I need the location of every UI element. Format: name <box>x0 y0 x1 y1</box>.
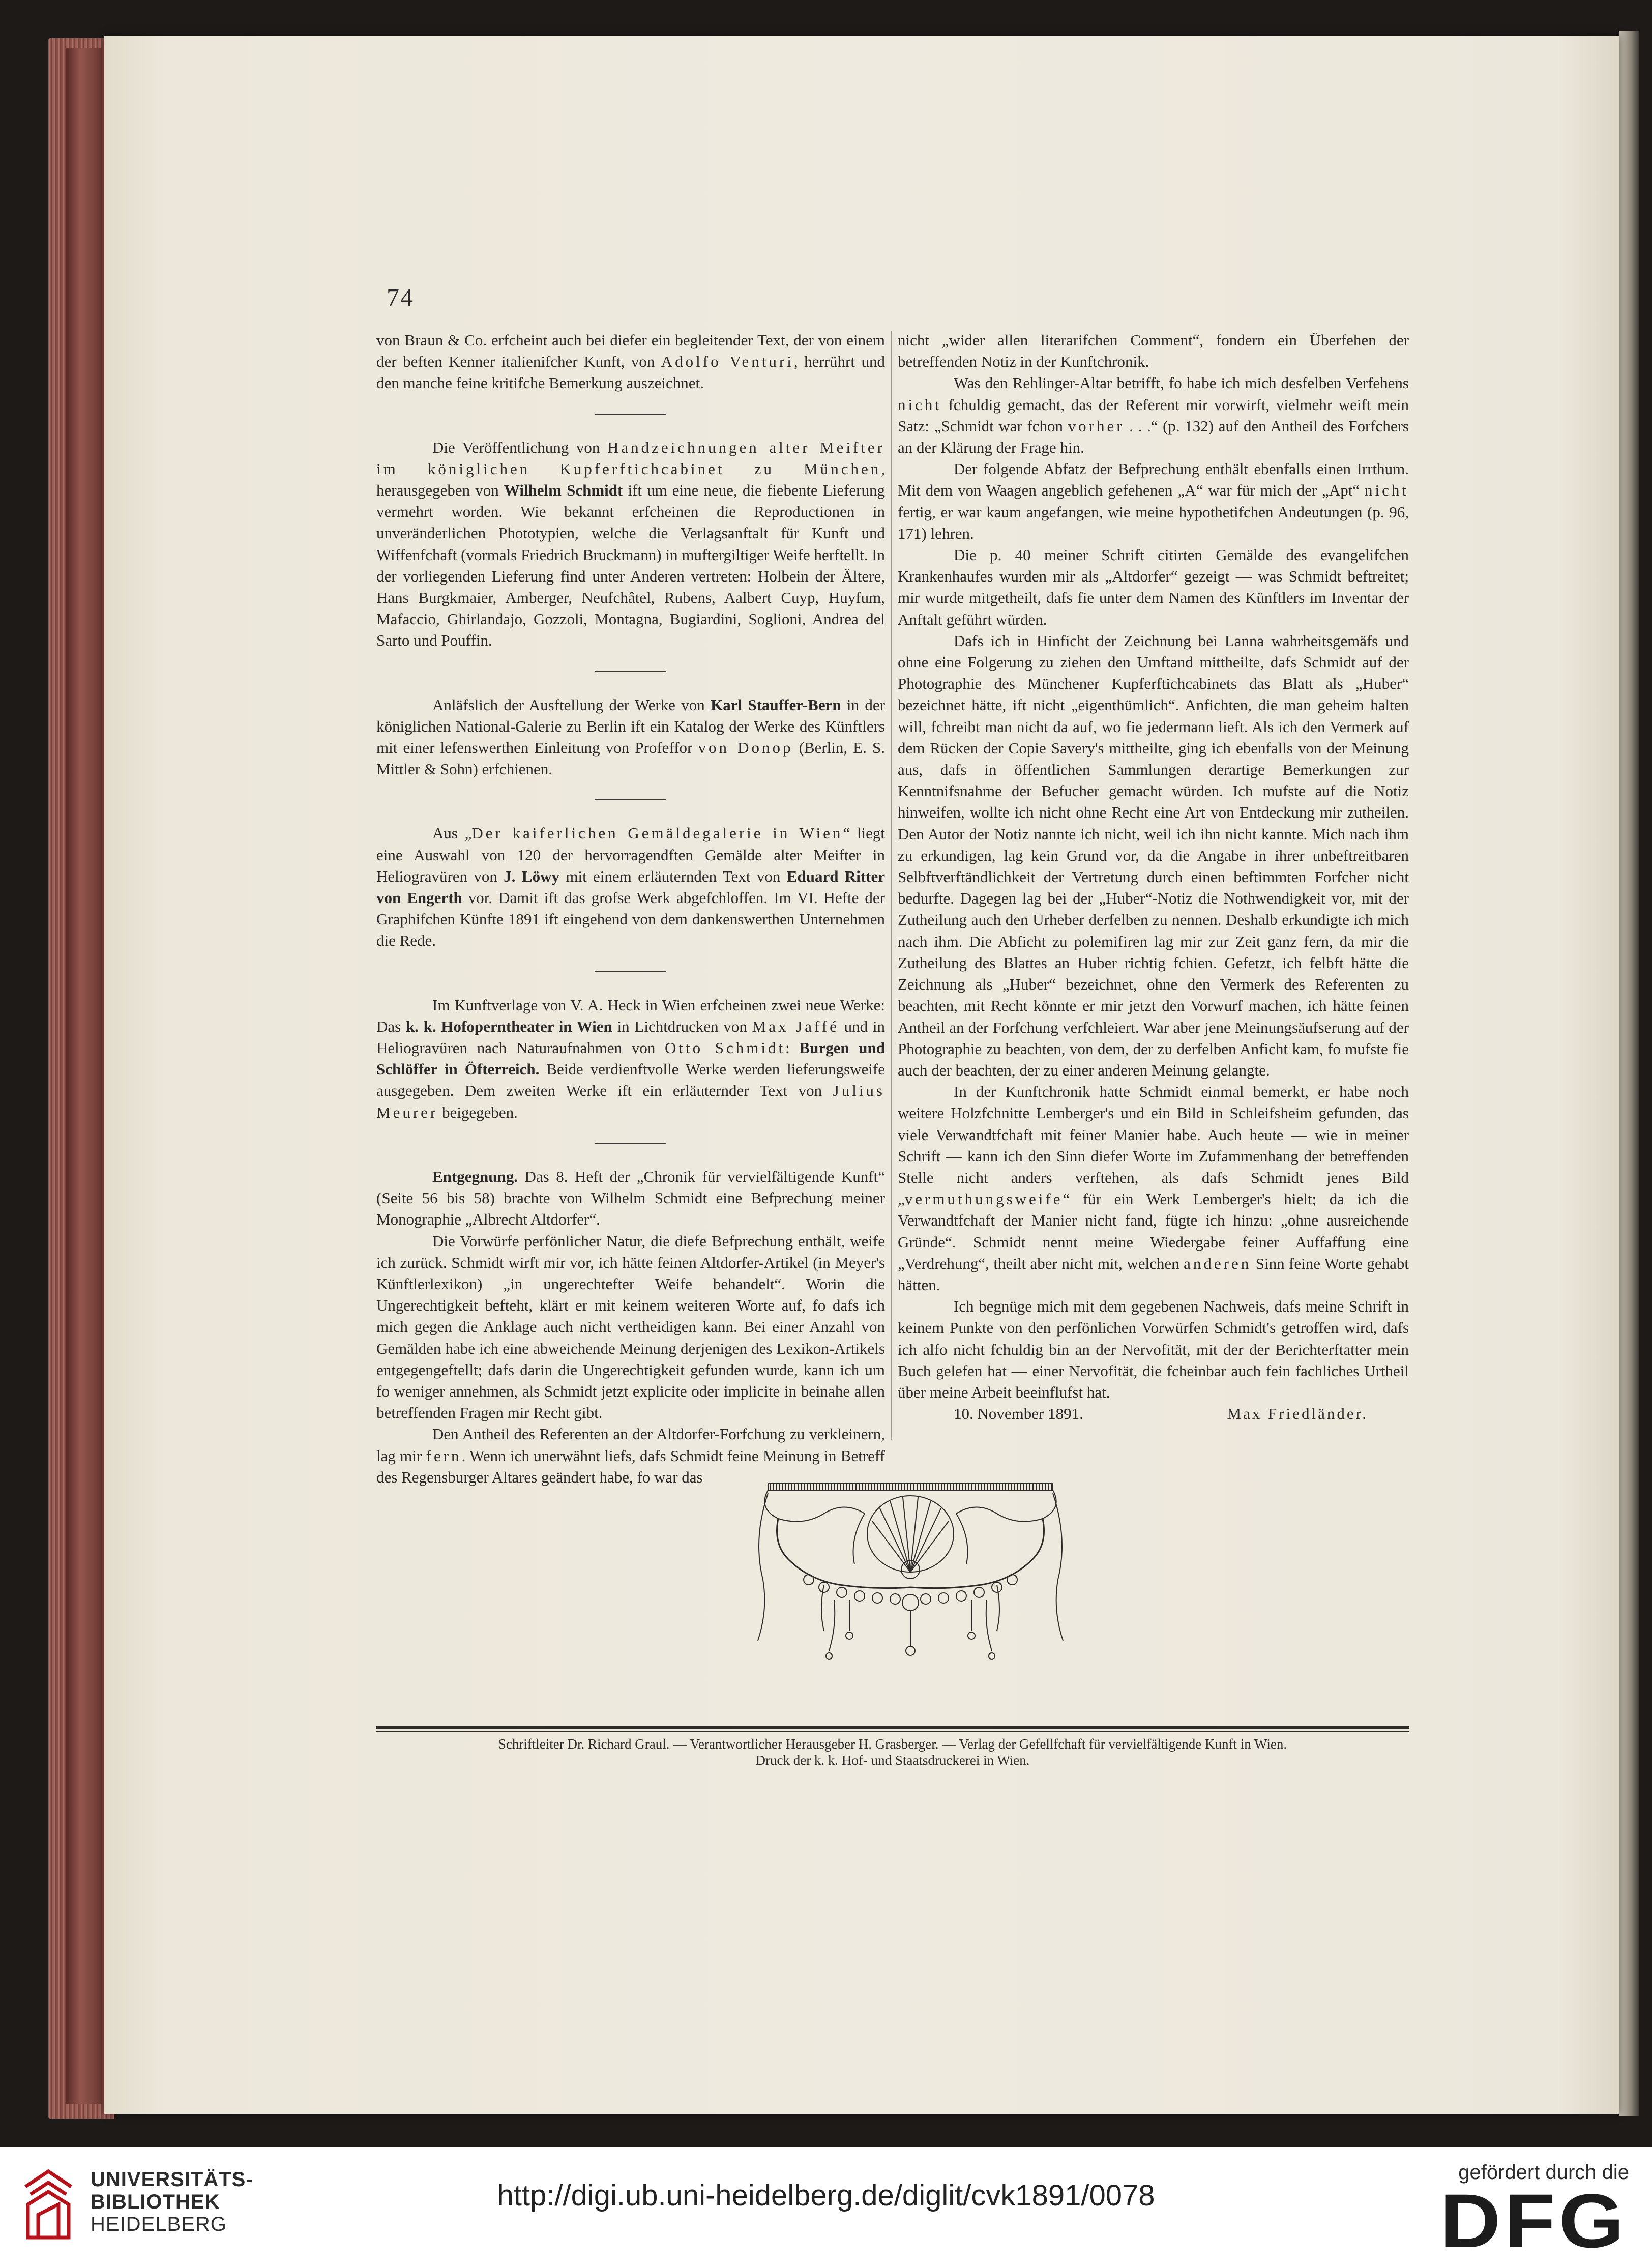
right-column <box>898 330 1409 1425</box>
paragraph: Die Vorwürfe perfönlicher Natur, die diefe Befprechung enthält, weife ich zurück. Schmidt wirft mir vor, ich hätte feinen Altdorfer-Artikel (in Meyer's Künftlerlexikon) „in ungerechtefter Weife behandelt“. Worin die Ungerechtigkeit befteht, klärt er mit keinem weiteren Worte auf, fo dafs ich mich gegen die Anklage auch nicht vertheidigen kann. Bei einer Anzahl von Gemälden habe ich eine abweichende Meinung derjenigen des Lexikon-Artikels entgegengeftellt; dafs darin die Ungerechtigkeit gefunden wurde, kann ich um fo weniger annehmen, als Schmidt jetzt explicite oder implicite in beinahe allen betreffenden Fragen mir Recht gibt. <box>376 1232 885 1422</box>
signature-name: Max Friedländer. <box>1227 1405 1368 1423</box>
paragraph: Die p. 40 meiner Schrift citirten Gemälde des evangelifchen Krankenhaufes wurden mir als „Altdorfer“ gezeigt — was Schmidt beftreitet; mir wurde mitgetheilt, dafs fie unter dem Namen des Künftlers im Inventar der Anftalt geführt würden. <box>898 546 1409 628</box>
paragraph: Die Veröffentlichung von Handzeichnungen alter Meifter im königlichen Kupferftichcabinet zu München, herausgegeben von Wilhelm Schmidt ift um eine neue, die fiebente Lieferung vermehrt worden. Wie bekannt erfcheinen die Reproductionen in unveränderlichen Phototypien, welche die Verlagsanftalt für Kunft und Wiffenfchaft (vormals Friedrich Bruckmann) in muftergiltiger Weife herftellt. In der vorliegenden Lieferung find unter Anderen vertreten: Holbein der Ältere, Hans Burgkmaier, Amberger, Neufchâtel, Rubens, Aalbert Cuyp, Huyfum, Mafaccio, Ghirlandajo, Gozzoli, Montagna, Bugiardini, Soglioni, Andrea del Sarto und Pouffin. <box>376 438 886 650</box>
paragraph: Im Kunftverlage von V. A. Heck in Wien erfcheinen zwei neue Werke: Das k. k. Hofoperntheater in Wien in Lichtdrucken von Max Jaffé und in Heliogravüren nach Naturaufnahmen von Otto Schmidt: Burgen und Schlöffer in Öfterreich. Beide verdienftvolle Werke werden lieferungsweife ausgegeben. Dem zweiten Werke ift ein erläuternder Text von Julius Meurer beigegeben. <box>376 996 885 1121</box>
book-right-edge <box>1619 31 1639 2116</box>
shell-garland-ornament <box>748 1478 1073 1692</box>
library-name-line3: HEIDELBERG <box>91 2213 227 2235</box>
paragraph: Den Antheil des Referenten an der Altdorfer-Forfchung zu verkleinern, lag mir fern. Wenn ich unerwähnt liefs, dafs Schmidt feine Meinung in Betreff des Regensburger Altares geändert habe, fo war das <box>376 1425 885 1486</box>
section-separator <box>595 671 666 672</box>
paragraph: Dafs ich in Hinficht der Zeichnung bei Lanna wahrheitsgemäfs und ohne eine Folgerung zu ziehen den Umftand mittheilte, dafs Schmidt auf der Photographie des Münchener Kupferftichcabinets das Blatt als „Huber“ bezeichnet hätte, ift nicht „eigenthümlich“. Anfichten, die man geheim halten will, fchreibt man nicht da auf, wo fie jedermann lieft. Als ich den Vermerk auf dem Rücken der Copie Savery's mittheilte, ging ich ebenfalls von der Meinung aus, dafs in öffentlichen Sammlungen derartige Bemerkungen zur Kenntnifsnahme der Befucher gemacht würden. Ich mufste auf die Notiz hinweifen, wollte ich nicht ohne Recht eine Art von Entdeckung mir zutheilen. Den Autor der Notiz nannte ich nicht, weil ich ihn nicht kannte. Mich nach ihm zu erkundigen, lag kein Grund vor, da die Angabe in ihrer unbeftreitbaren Selbftverftändlichkeit der Vertretung durch einen beftimmten Forfcher nicht bedurfte. Dagegen lag bei der „Huber“-Notiz die Nothwendigkeit vor, mit der Zutheilung auch den Urheber derfelben zu nennen. Deshalb erkundigte ich mich nach ihm. Die Abficht zu polemifiren lag mir zur Zeit ganz fern, da mir die Zutheilung des Blattes an Huber richtig fchien. Gefetzt, ich felbft hätte die Zeichnung als „Huber“ bezeichnet, ohne den Vermerk des Referenten zu beachten, mit Recht könnte er mir jetzt den Vorwurf machen, ich hätte feinen Antheil an der Forfchung verfchleiert. War aber jene Meinungsäufserung auf der Photographie zu beachten, von dem, der zu derfelben Anficht kam, fo mufste fie auch der beachten, der zu einer anderen Meinung gelangte. <box>898 631 1409 1079</box>
section-separator <box>595 1143 666 1144</box>
signature-line <box>898 1403 1409 1425</box>
paragraph: Was den Rehlinger-Altar betrifft, fo habe ich mich desfelben Verfehens nicht fchuldig gemacht, das der Referent mir vorwirft, vielmehr weift mein Satz: „Schmidt war fchon vorher . . .“ (p. 132) auf den Antheil des Forfchers an der Klärung der Frage hin. <box>898 374 1409 457</box>
paragraph: nicht „wider allen literarifchen Comment“, fondern ein Überfehen der betreffenden Notiz in der Kunftchronik. <box>898 331 1409 371</box>
paragraph: In der Kunftchronik hatte Schmidt einmal bemerkt, er habe noch weitere Holzfchnitte Lemberger's und ein Bild in Schleifsheim gefunden, das viele Verwandtfchaft mit feiner Manier habe. Auch heute — wie in meiner Schrift — kann ich den Sinn diefer Worte im Zufammenhang der betreffenden Stelle nicht anders verftehen, als dafs Schmidt jenes Bild „vermuthungsweife“ für ein Werk Lemberger's hielt; da ich die Verwandtfchaft der Manier nicht fand, fügte ich hinzu: „ohne ausreichende Gründe“. Schmidt nennt meine Wiedergabe feiner Auffaffung eine „Verdrehung“, theilt aber nicht mit, welchen anderen Sinn feine Worte gehabt hätten. <box>898 1083 1409 1294</box>
paragraph: Entgegnung. Das 8. Heft der „Chronik für vervielfältigende Kunft“ (Seite 56 bis 58) brachte von Wilhelm Schmidt eine Befprechung meiner Monographie „Albrecht Altdorfer“. <box>376 1167 885 1229</box>
book-spine <box>66 48 102 2104</box>
left-column <box>376 330 885 1488</box>
section-separator <box>595 799 666 800</box>
footer-printer-line: Druck der k. k. Hof- und Staatsdruckerei in Wien. <box>755 1753 1030 1768</box>
section-separator <box>595 971 666 972</box>
permalink-url[interactable]: http://digi.ub.uni-heidelberg.de/diglit/cvk1891/0078 <box>497 2179 1155 2212</box>
footer-rule-thick <box>376 1726 1409 1729</box>
paragraph: Anläfslich der Ausftellung der Werke von Karl Stauffer-Bern in der königlichen National-Galerie zu Berlin ift ein Katalog der Werke des Künftlers mit einer lefenswerthen Einleitung von Profeffor von Donop (Berlin, E. S. Mittler & Sohn) erfchienen. <box>376 695 886 778</box>
library-name-line1: UNIVERSITÄTS- <box>91 2168 253 2191</box>
paragraph: Der folgende Abfatz der Befprechung enthält ebenfalls einen Irrthum. Mit dem von Waagen angeblich gefehenen „A“ war für mich der „Apt“ nicht fertig, er war kaum angefangen, wie meine hypothetifchen Andeutungen (p. 96, 171) lehren. <box>898 460 1409 542</box>
funded-by-label: gefördert durch die <box>1458 2161 1629 2184</box>
footer-imprint-line: Schriftleiter Dr. Richard Graul. — Verantwortlicher Herausgeber H. Grasberger. — Verlag der Gefellfchaft für vervielfältigende Kunft in Wien. <box>498 1736 1287 1752</box>
paragraph: von Braun & Co. erfcheint auch bei diefer ein begleitender Text, der von einem der beften Kenner italienifcher Kunft, von Adolfo Venturi, herrührt und den manche feine kritifche Bemerkung auszeichnet. <box>376 331 885 392</box>
dfg-logo: DFG <box>1440 2178 1628 2263</box>
section-separator <box>595 414 666 415</box>
column-divider <box>891 331 892 1440</box>
page-number: 74 <box>387 283 414 311</box>
library-name-line2: BIBLIOTHEK <box>91 2191 220 2213</box>
paragraph: Ich begnüge mich mit dem gegebenen Nachweis, dafs meine Schrift in keinem Punkte von den perfönlichen Vorwürfen Schmidt's getroffen wird, dafs ich alfo nicht fchuldig bin an der Nervofität, mit der der Berichterftatter mein Buch gelefen hat — einer Nervofität, die fcheinbar auch fein fachliches Urtheil über meine Arbeit beeinflufst hat. <box>898 1297 1409 1401</box>
signature-date: 10. November 1891. <box>954 1405 1083 1423</box>
paragraph: Aus „Der kaiferlichen Gemäldegalerie in Wien“ liegt eine Auswahl von 120 der hervorragendften Gemälde alter Meifter in Heliogravüren von J. Löwy mit einem erläuternden Text von Eduard Ritter von Engerth vor. Damit ift das grofse Werk abgefchloffen. Im VI. Hefte der Graphifchen Künfte 1891 ift eingehend von dem dankenswerthen Unternehmen die Rede. <box>376 824 885 950</box>
footer-rule-thin <box>376 1731 1409 1732</box>
